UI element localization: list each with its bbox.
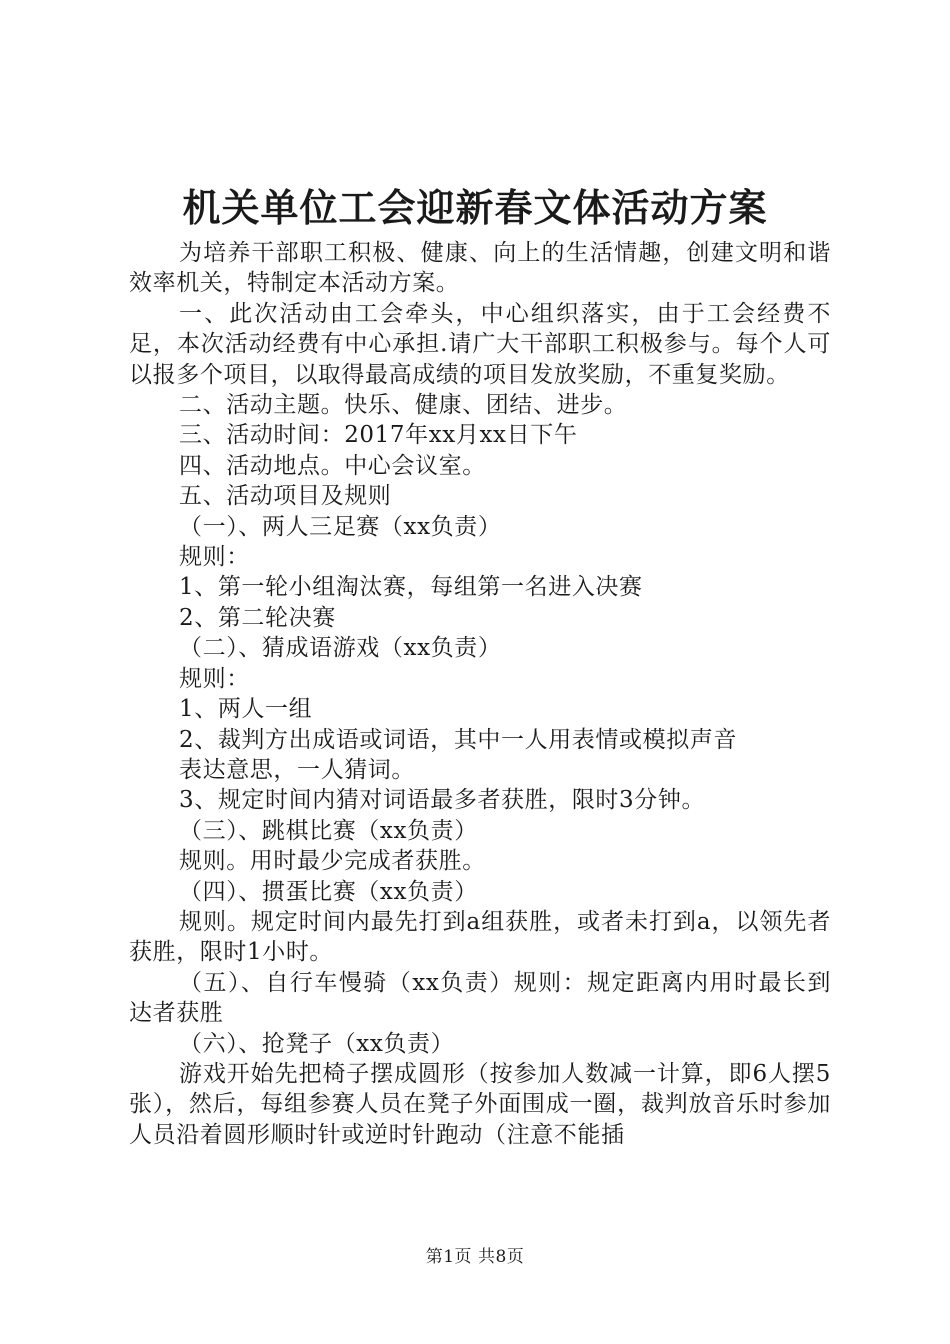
paragraph: 四、活动地点。中心会议室。 xyxy=(179,452,486,479)
paragraph: （三）、跳棋比赛（xx负责） xyxy=(179,817,478,844)
paragraph: 三、活动时间：2017年xx月xx日下午 xyxy=(179,422,578,449)
paragraph: 表达意思，一人猜词。 xyxy=(179,756,415,783)
paragraph: 规则： xyxy=(179,665,250,692)
paragraph: 1、第一轮小组淘汰赛，每组第一名进入决赛 xyxy=(179,574,643,601)
paragraph: （一）、两人三足赛（xx负责） xyxy=(179,513,502,540)
paragraph: 规则。规定时间内最先打到a组获胜，或者未打到a，以领先者获胜，限时1小时。 xyxy=(129,908,831,966)
paragraph: （六）、抢凳子（xx负责） xyxy=(179,1030,455,1057)
paragraph: 1、两人一组 xyxy=(179,696,313,723)
paragraph: 规则。用时最少完成者获胜。 xyxy=(179,848,486,875)
paragraph: （四）、掼蛋比赛（xx负责） xyxy=(179,878,478,905)
paragraph: 二、活动主题。快乐、健康、团结、进步。 xyxy=(179,392,628,419)
document-body xyxy=(129,238,831,1150)
paragraph: 一、此次活动由工会牵头，中心组织落实，由于工会经费不足，本次活动经费有中心承担.请广大干部职工积极参与。每个人可以报多个项目，以取得最高成绩的项目发放奖励，不重复奖励。 xyxy=(129,300,831,388)
paragraph: 游戏开始先把椅子摆成圆形（按参加人数减一计算，即6人摆5张），然后，每组参赛人员在凳子外面围成一圈，裁判放音乐时参加人员沿着圆形顺时针或逆时针跑动（注意不能插 xyxy=(129,1060,831,1148)
document-title: 机关单位工会迎新春文体活动方案 xyxy=(182,185,768,230)
paragraph: （五）、自行车慢骑（xx负责）规则：规定距离内用时最长到达者获胜 xyxy=(129,969,831,1027)
paragraph: 3、规定时间内猜对词语最多者获胜，限时3分钟。 xyxy=(179,787,706,814)
paragraph: 为培养干部职工积极、健康、向上的生活情趣，创建文明和谐效率机关，特制定本活动方案。 xyxy=(129,240,831,297)
page-footer: 第1页 共8页 xyxy=(425,1247,525,1267)
paragraph: 规则： xyxy=(179,544,250,571)
paragraph: 2、裁判方出成语或词语，其中一人用表情或模拟声音 xyxy=(179,726,738,753)
paragraph: （二）、猜成语游戏（xx负责） xyxy=(179,635,502,662)
paragraph: 五、活动项目及规则 xyxy=(179,483,392,510)
paragraph: 2、第二轮决赛 xyxy=(179,604,336,631)
